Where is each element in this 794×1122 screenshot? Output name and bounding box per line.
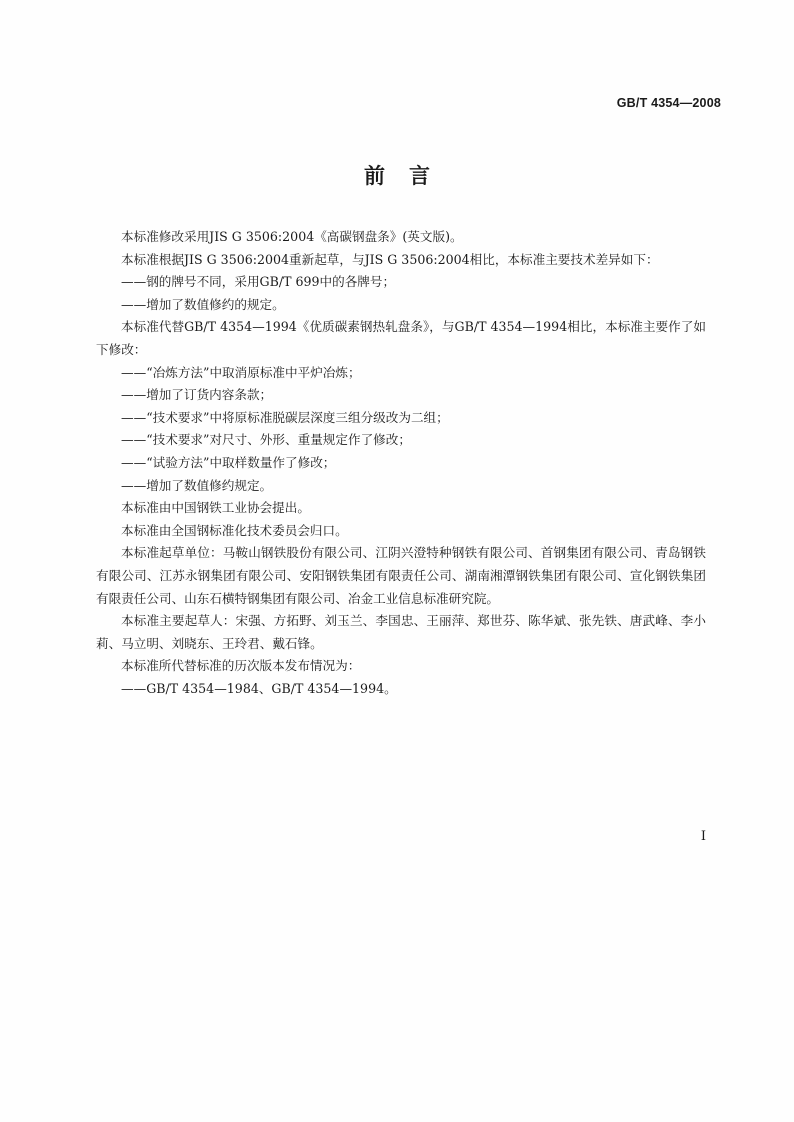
- paragraph-replacement: 本标准代替GB/T 4354—1994《优质碳素钢热轧盘条》，与GB/T 4354—1994相比，本标准主要作了如下修改：: [96, 319, 706, 357]
- list-item: ——GB/T 4354—1984、GB/T 4354—1994。: [121, 680, 397, 696]
- paragraph-history-intro: 本标准所代替标准的历次版本发布情况为：: [121, 658, 361, 674]
- page-number: I: [700, 829, 706, 844]
- foreword-body: [96, 226, 706, 700]
- list-item: ——钢的牌号不同，采用GB/T 699中的各牌号；: [121, 274, 396, 290]
- list-item: ——“冶炼方法”中取消原标准中平炉冶炼；: [121, 364, 361, 380]
- list-item: ——“技术要求”对尺寸、外形、重量规定作了修改；: [121, 432, 411, 448]
- list-item: ——“试验方法”中取样数量作了修改；: [121, 454, 336, 470]
- standard-number: GB/T 4354—2008: [616, 96, 721, 110]
- list-item: ——增加了订货内容条款；: [121, 387, 273, 403]
- paragraph-drafters: 本标准主要起草人：宋强、方拓野、刘玉兰、李国忠、王丽萍、郑世芬、陈华斌、张先铁、唐武峰、李小莉、马立明、刘晓东、王玲君、戴石锋。: [96, 613, 706, 651]
- list-item: ——增加了数值修约规定。: [121, 477, 273, 493]
- list-item: ——“技术要求”中将原标准脱碳层深度三组分级改为二组；: [121, 409, 449, 425]
- paragraph-managed-by: 本标准由全国钢标准化技术委员会归口。: [121, 522, 348, 538]
- page-title: 前言: [364, 164, 454, 188]
- paragraph-adoption: 本标准修改采用JIS G 3506:2004《高碳钢盘条》(英文版)。: [121, 229, 463, 244]
- list-item: ——增加了数值修约的规定。: [121, 296, 285, 312]
- paragraph-proposed-by: 本标准由中国钢铁工业协会提出。: [121, 500, 310, 516]
- paragraph-drafting-units: 本标准起草单位：马鞍山钢铁股份有限公司、江阴兴澄特种钢铁有限公司、首钢集团有限公司、青岛钢铁有限公司、江苏永钢集团有限公司、安阳钢铁集团有限责任公司、湖南湘潭钢铁集团有限公司、宣化钢铁集团有限责任公司、山东石横特钢集团有限公司、冶金工业信息标准研究院。: [96, 545, 706, 606]
- paragraph-differences-intro: 本标准根据JIS G 3506:2004重新起草，与JIS G 3506:2004相比，本标准主要技术差异如下：: [121, 251, 659, 267]
